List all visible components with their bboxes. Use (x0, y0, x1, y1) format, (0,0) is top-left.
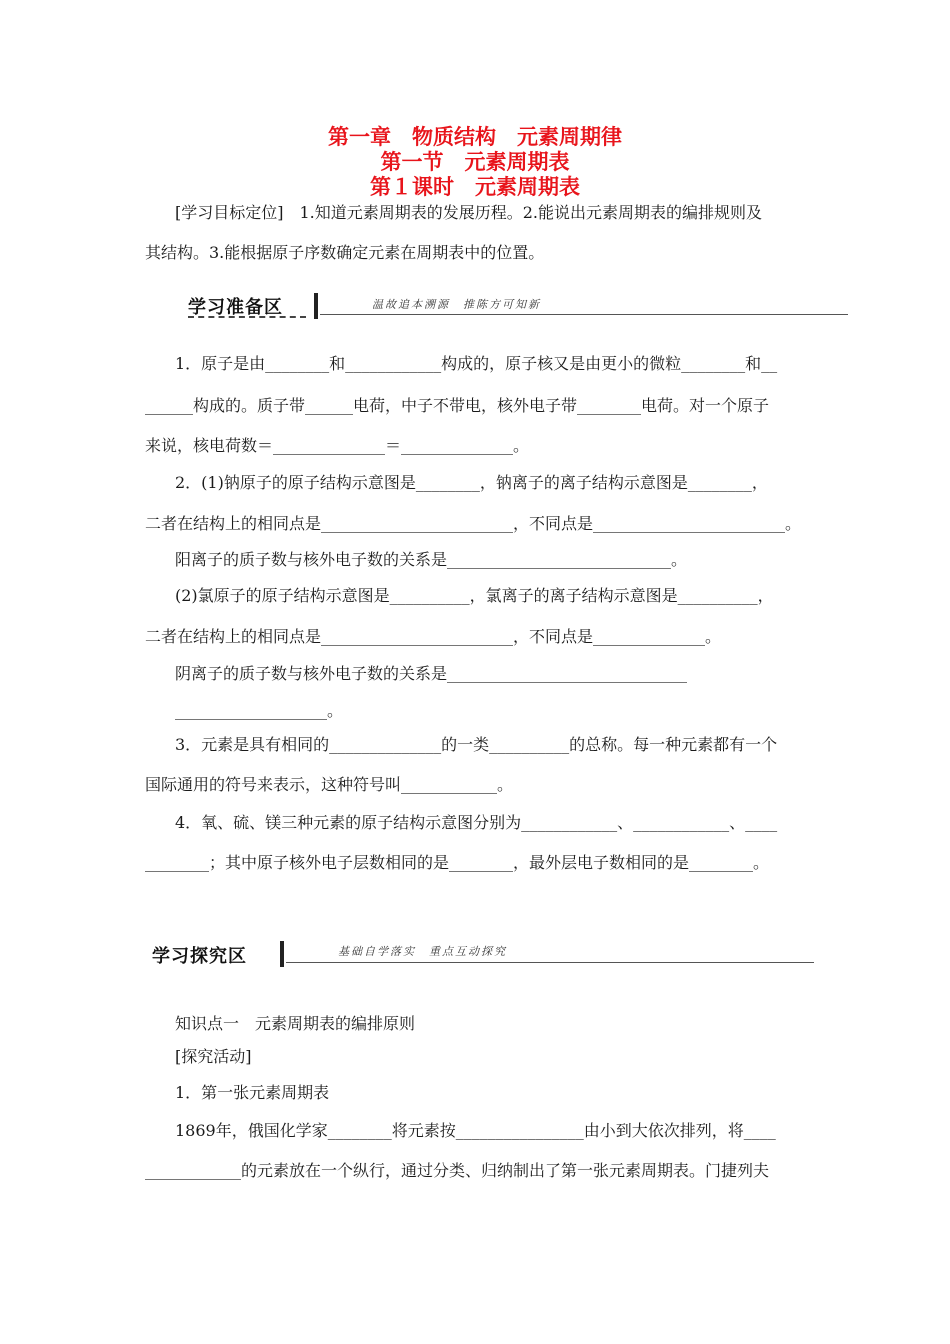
q2-line-7: ___________________。 (175, 701, 344, 720)
lesson-title: 第１课时 元素周期表 (370, 175, 580, 199)
q2-line-2: 二者在结构上的相同点是________________________，不同点是________________________。 (145, 514, 802, 533)
explore-badge: 学习探究区 (152, 946, 247, 967)
section-title: 第一节 元素周期表 (380, 150, 570, 174)
q3-line-1: 3．元素是具有相同的______________的一类__________的总称。每一种元素都有一个 (175, 735, 778, 754)
prep-slogan: 温故追本溯源 推陈方可知新 (372, 298, 541, 311)
q1-line-3: 来说，核电荷数＝______________＝______________。 (145, 436, 530, 455)
q1-line-2: ______构成的。质子带______电荷，中子不带电，核外电子带________电荷。对一个原子 (145, 396, 770, 415)
objectives-line-2: 其结构。3.能根据原子序数确定元素在周期表中的位置。 (145, 243, 545, 262)
prep-badge: 学习准备区 (188, 297, 283, 318)
paragraph-line-2: ____________的元素放在一个纵行，通过分类、归纳制出了第一张元素周期表。门捷列夫 (145, 1161, 770, 1180)
prep-banner-bar (314, 293, 318, 319)
objectives-line-1: [学习目标定位] 1.知道元素周期表的发展历程。2.能说出元素周期表的编排规则及 (175, 203, 763, 222)
activity-heading: [探究活动] (175, 1047, 252, 1066)
prep-rule (320, 314, 848, 315)
q2-line-1: 2．(1)钠原子的原子结构示意图是________，钠离子的离子结构示意图是________， (175, 473, 768, 492)
q2-line-4: (2)氯原子的原子结构示意图是__________，氯离子的离子结构示意图是__________， (175, 586, 774, 605)
q4-line-1: 4．氧、硫、镁三种元素的原子结构示意图分别为____________、____________、____ (175, 813, 778, 832)
q3-line-2: 国际通用的符号来表示，这种符号叫____________。 (145, 775, 514, 794)
q2-line-3: 阳离子的质子数与核外电子数的关系是____________________________。 (175, 550, 688, 569)
q2-line-5: 二者在结构上的相同点是________________________，不同点是______________。 (145, 627, 722, 646)
q1-line-1: 1．原子是由________和____________构成的，原子核又是由更小的微粒________和__ (175, 354, 778, 373)
q4-line-2: ________；其中原子核外电子层数相同的是________，最外层电子数相同的是________。 (145, 853, 770, 872)
explore-banner-bar (280, 941, 284, 967)
paragraph-line-1: 1869年，俄国化学家________将元素按________________由小到大依次排列，将____ (175, 1121, 776, 1140)
explore-slogan: 基础自学落实 重点互动探究 (338, 945, 507, 958)
q2-line-6: 阴离子的质子数与核外电子数的关系是______________________________ (175, 664, 688, 683)
knowledge-point-heading: 知识点一 元素周期表的编排原则 (175, 1014, 416, 1033)
prep-badge-underline (188, 316, 306, 318)
explore-rule (286, 962, 814, 963)
item-1-heading: 1．第一张元素周期表 (175, 1083, 330, 1102)
chapter-title: 第一章 物质结构 元素周期律 (328, 125, 622, 149)
